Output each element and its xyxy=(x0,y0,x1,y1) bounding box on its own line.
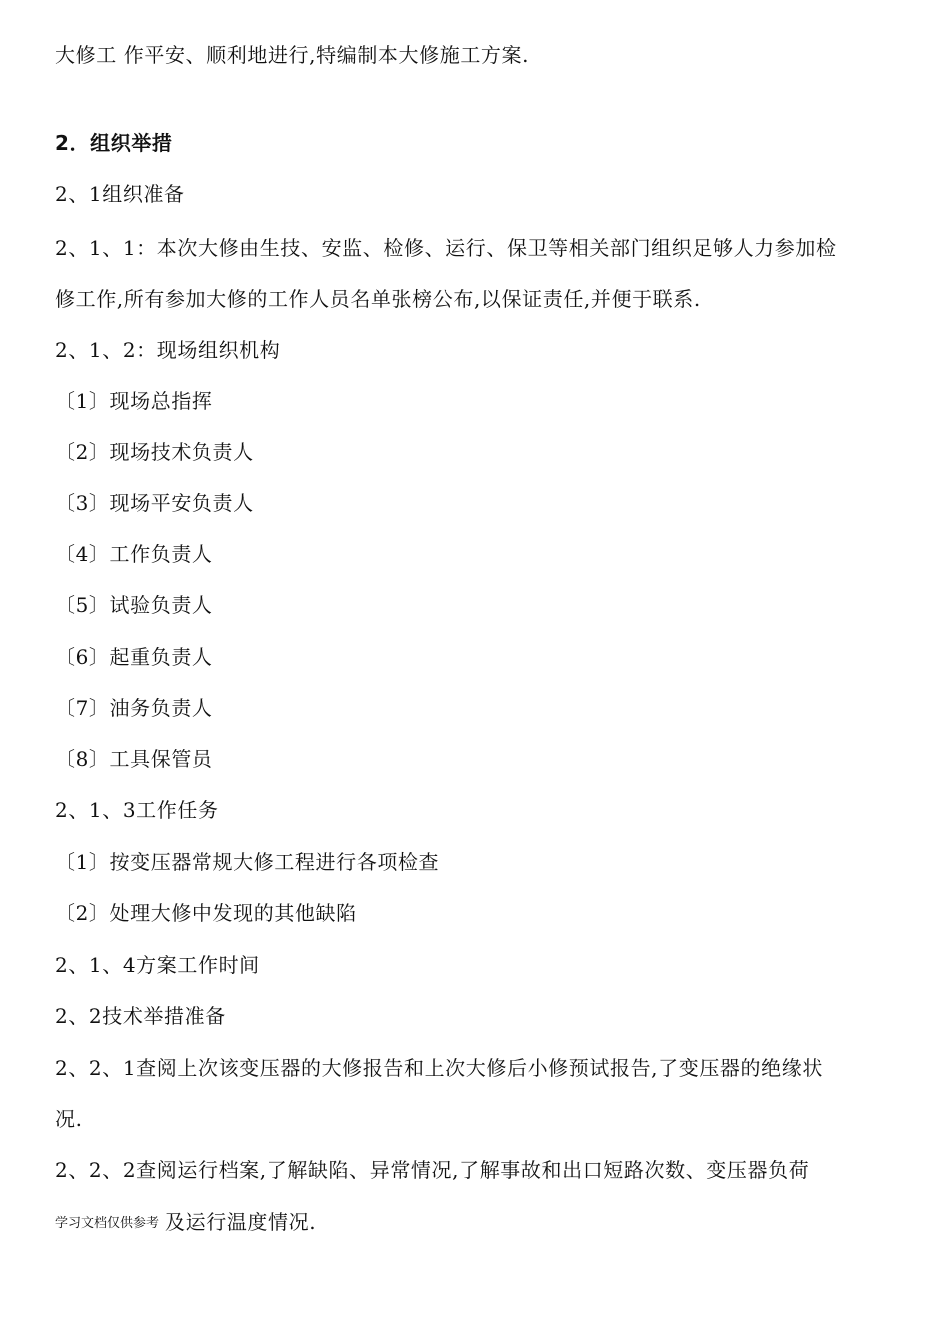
footer-line xyxy=(55,1209,316,1237)
paragraph-line: 2、1、1：本次大修由生技、安监、检修、运行、保卫等相关部门组织足够人力参加检 xyxy=(55,236,837,260)
list-item: 〔2〕处理大修中发现的其他缺陷 xyxy=(55,901,357,925)
footer-text: 及运行温度情况. xyxy=(165,1210,317,1234)
list-item: 〔1〕现场总指挥 xyxy=(55,389,213,413)
section-heading: 2．组织举措 xyxy=(55,131,173,155)
list-item: 〔4〕工作负责人 xyxy=(55,542,213,566)
list-item: 〔2〕现场技术负责人 xyxy=(55,440,254,464)
list-item: 〔5〕试验负责人 xyxy=(55,593,213,617)
paragraph-line: 况. xyxy=(55,1107,83,1131)
list-item: 〔6〕起重负责人 xyxy=(55,645,213,669)
list-item: 〔7〕油务负责人 xyxy=(55,696,213,720)
list-item: 〔3〕现场平安负责人 xyxy=(55,491,254,515)
paragraph-line: 2、1、3工作任务 xyxy=(55,798,219,822)
paragraph-line: 2、2、2查阅运行档案,了解缺陷、异常情况,了解事故和出口短路次数、变压器负荷 xyxy=(55,1158,810,1182)
subsection-heading: 2、2技术举措准备 xyxy=(55,1004,226,1028)
list-item: 〔8〕工具保管员 xyxy=(55,747,213,771)
subsection-heading: 2、1组织准备 xyxy=(55,182,185,206)
paragraph-line: 修工作,所有参加大修的工作人员名单张榜公布,以保证责任,并便于联系. xyxy=(55,287,701,311)
intro-line: 大修工 作平安、顺利地进行,特编制本大修施工方案. xyxy=(55,43,530,67)
paragraph-line: 2、2、1查阅上次该变压器的大修报告和上次大修后小修预试报告,了变压器的绝缘状 xyxy=(55,1056,823,1080)
paragraph-line: 2、1、4方案工作时间 xyxy=(55,953,260,977)
paragraph-line: 2、1、2：现场组织机构 xyxy=(55,338,281,362)
footer-watermark-note: 学习文档仅供参考 xyxy=(55,1216,160,1231)
list-item: 〔1〕按变压器常规大修工程进行各项检查 xyxy=(55,850,440,874)
